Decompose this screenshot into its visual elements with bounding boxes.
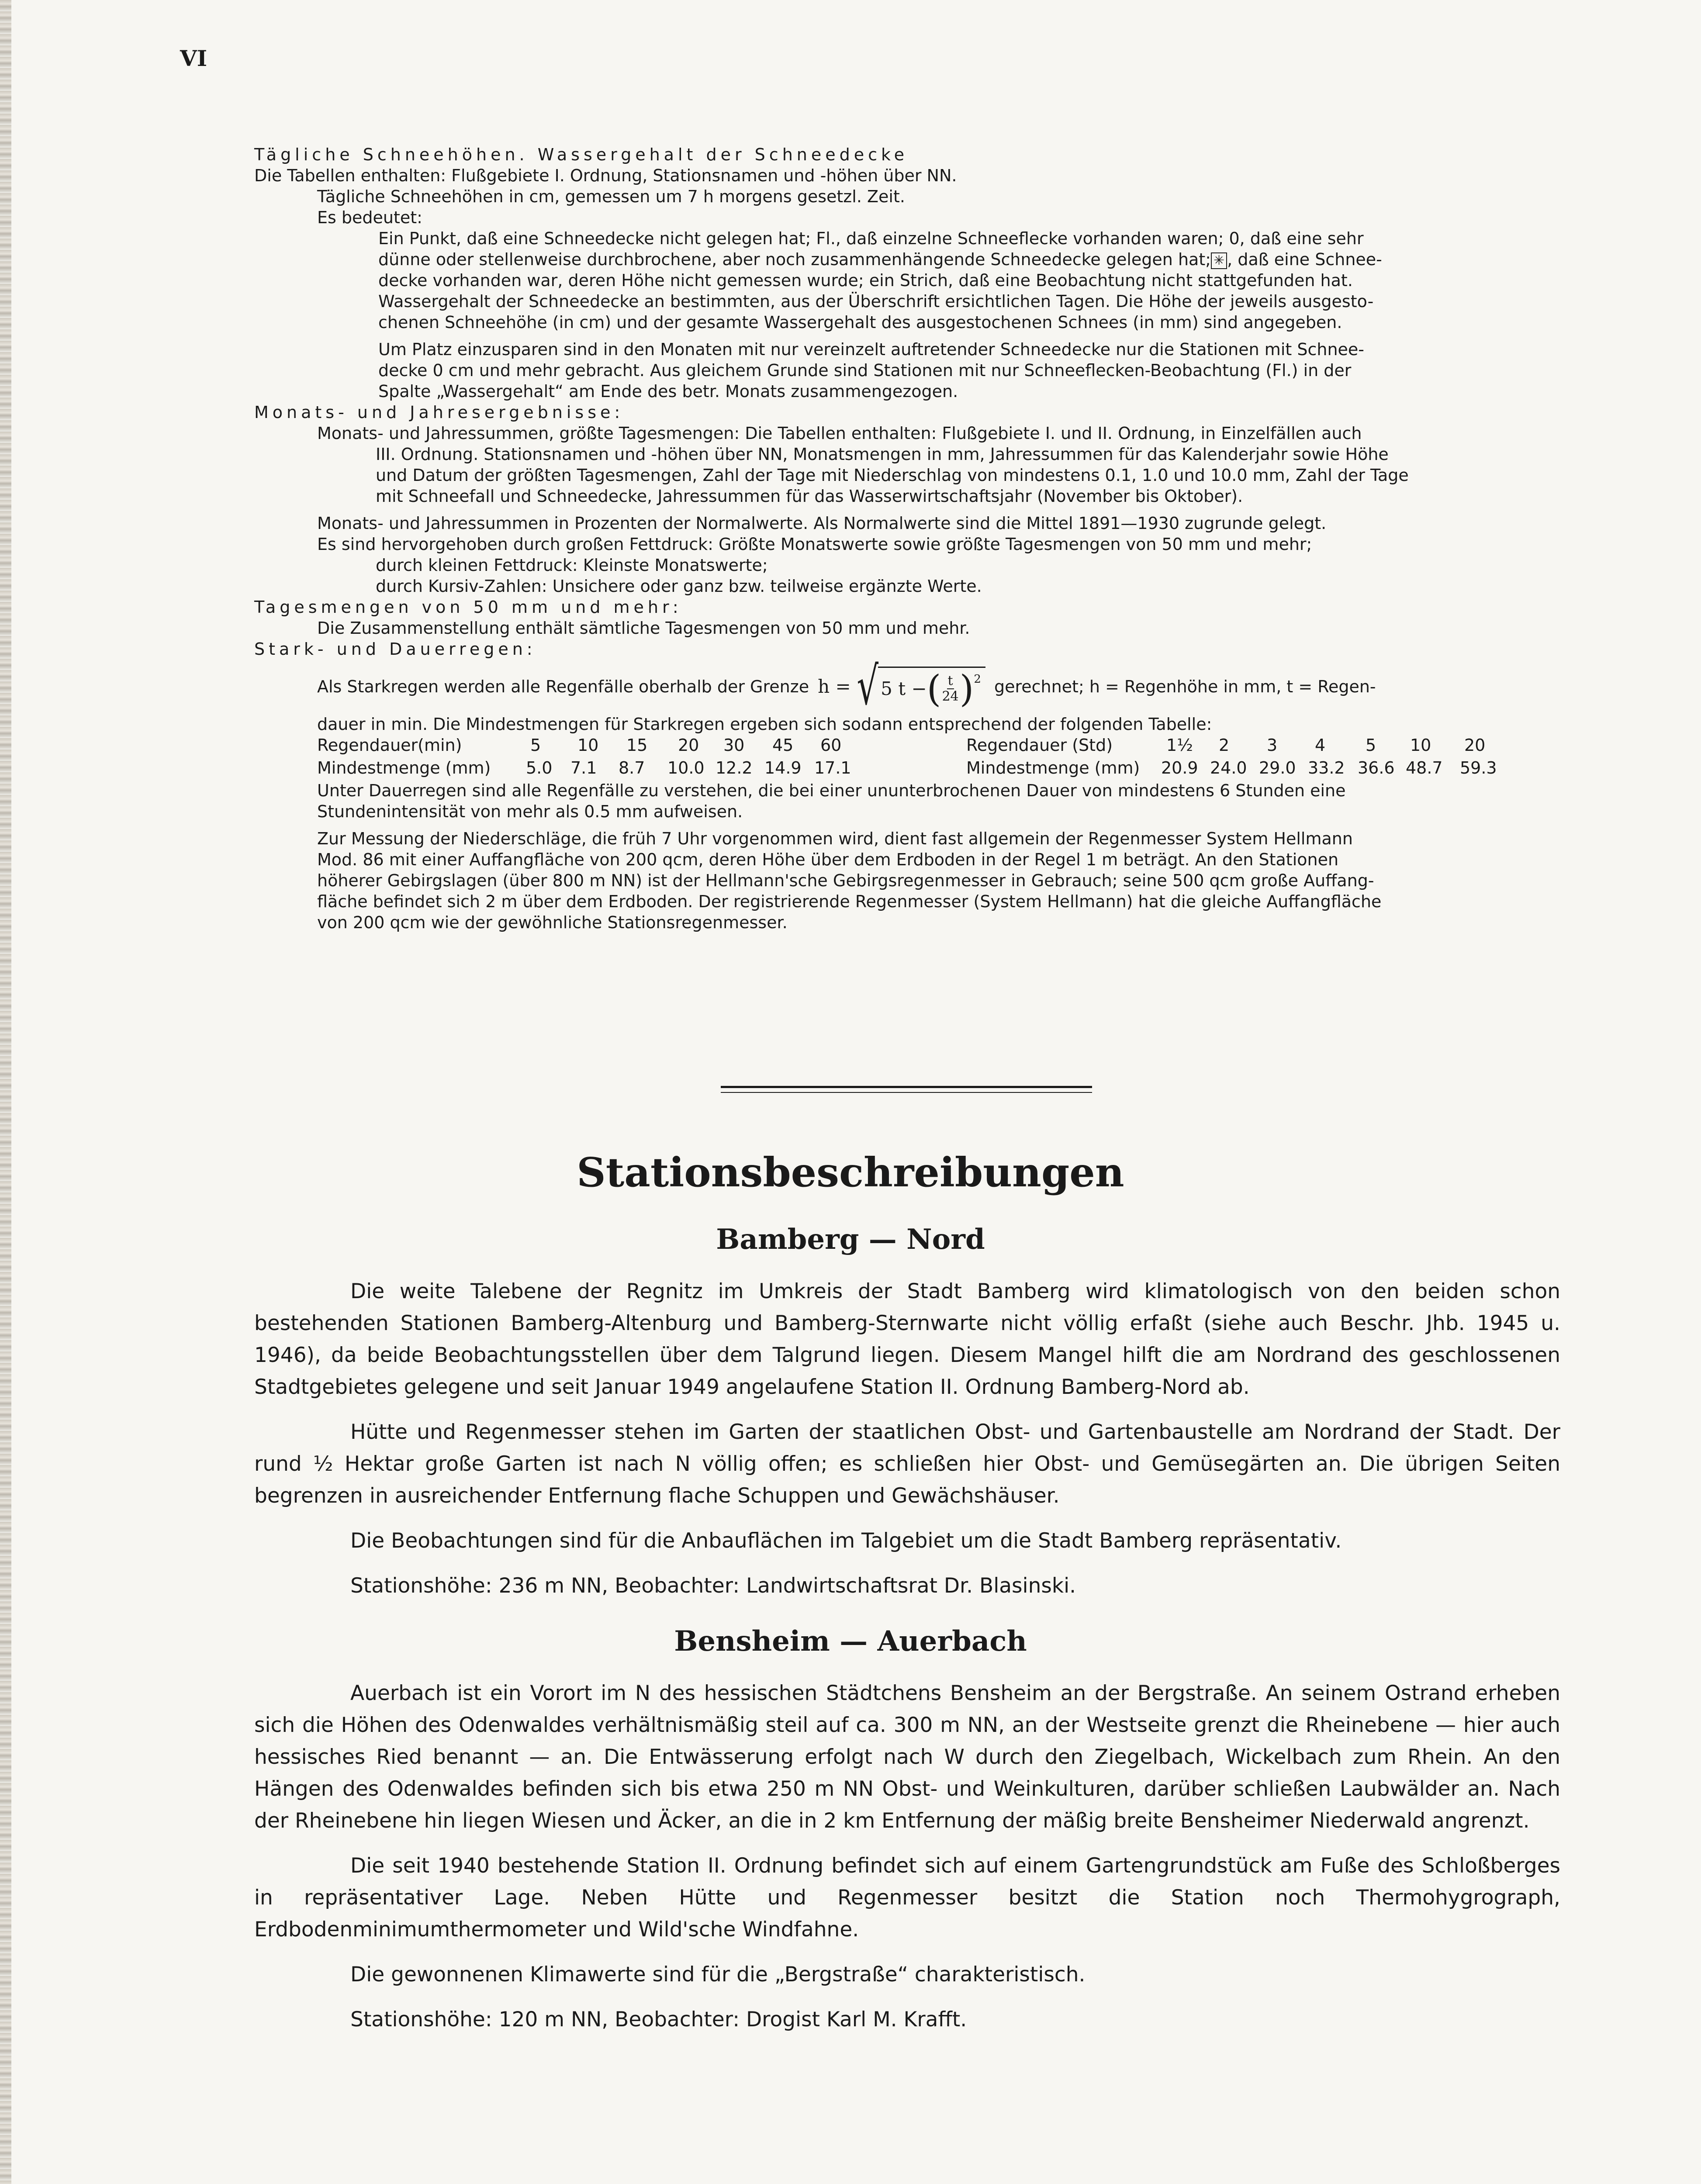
fraction-numerator: t — [947, 673, 953, 688]
table-cell: 29.0 — [1259, 758, 1296, 778]
messung-line: Zur Messung der Niederschläge, die früh 7 Uhr vorgenommen wird, dient fast allgemein der Regenmesser System Hellmann — [317, 829, 1353, 848]
table-row-label: Regendauer(min) — [317, 736, 462, 755]
formula-pre-text: Als Starkregen werden alle Regenfälle oberhalb der Grenze — [317, 677, 809, 696]
table-cell: 4 — [1315, 736, 1326, 755]
table-cell: 20 — [1464, 736, 1486, 755]
dauer-line: Unter Dauerregen sind alle Regenfälle zu verstehen, die bei einer ununterbrochenen Dauer von mindestens 6 Stunden eine — [317, 781, 1346, 800]
table-cell: 8.7 — [619, 758, 645, 778]
monats-intro-line: mit Schneefall und Schneedecke, Jahressummen für das Wasserwirtschaftsjahr (November bis Oktober). — [376, 487, 1243, 506]
bamberg-paragraph: Die Beobachtungen sind für die Anbauflächen im Talgebiet um die Stadt Bamberg repräsentativ. — [350, 1529, 1342, 1553]
bamberg-title: Bamberg — Nord — [716, 1223, 985, 1256]
stationsbeschreibungen-title: Stationsbeschreibungen — [577, 1149, 1124, 1196]
min-table-menge-row — [254, 757, 1560, 780]
table-cell: 17.1 — [814, 758, 851, 778]
schnee-meaning-text: dünne oder stellenweise durchbrochene, aber noch zusammenhängende Schneedecke gelegen hat; — [378, 250, 1211, 269]
open-paren: ( — [927, 667, 941, 710]
table-cell: 10 — [577, 736, 599, 755]
messung-line: fläche befindet sich 2 m über dem Erdboden. Der registrierende Regenmesser (System Hellmann) hat die gleiche Auffangfläche — [317, 892, 1382, 911]
schnee-bedeutet: Es bedeutet: — [317, 208, 422, 227]
table-cell: 5 — [530, 736, 541, 755]
schnee-meaning-line: Wassergehalt der Schneedecke an bestimmten, aus der Überschrift ersichtlichen Tagen. Die Höhe der jeweils ausgesto- — [378, 292, 1374, 311]
monats-intro-line: III. Ordnung. Stationsnamen und -höhen über NN, Monatsmengen in mm, Jahressummen für das Kalenderjahr sowie Höhe — [376, 445, 1389, 464]
table-cell: 20 — [678, 736, 699, 755]
bamberg-description — [254, 1275, 1560, 1602]
table-cell: 15 — [626, 736, 648, 755]
table-cell: 7.1 — [570, 758, 597, 778]
monats-hervor-line: Es sind hervorgehoben durch großen Fettdruck: Größte Monatswerte sowie größte Tagesmengen von 50 mm und mehr; — [317, 535, 1312, 554]
schnee-meaning-line: chenen Schneehöhe (in cm) und der gesamte Wassergehalt des ausgestochenen Schnees (in mm) sind angegeben. — [378, 313, 1342, 332]
bamberg-paragraph: Die weite Talebene der Regnitz im Umkreis der Stadt Bamberg wird klimatologisch von den beiden schon bestehenden Stationen Bamberg-Altenburg und Bamberg-Sternwarte nicht völlig erfaßt (siehe auch Beschr. Jhb. 1945 u. 1946), da beide Beobachtungsstellen über dem Talgrund liegen. Diesem Mangel hilft die am Nordrand des geschlossenen Stadtgebietes gelegene und seit Januar 1949 angelaufene Station II. Ordnung Bamberg-Nord ab. — [254, 1279, 1560, 1399]
table-cell: 20.9 — [1161, 758, 1198, 778]
tagesmengen-heading: Tagesmengen von 50 mm und mehr: — [254, 598, 682, 617]
min-table-dauer-row — [254, 735, 1560, 757]
table-row-label: Mindestmenge (mm) — [966, 758, 1140, 778]
monats-intro-line: und Datum der größten Tagesmengen, Zahl der Tage mit Niederschlag von mindestens 0.1, 1.0 und 10.0 mm, Zahl der Tage — [376, 466, 1409, 485]
table-cell: 2 — [1219, 736, 1230, 755]
dauer-line: Stundenintensität von mehr als 0.5 mm aufweisen. — [317, 802, 743, 821]
messung-line: von 200 qcm wie der gewöhnliche Stationsregenmesser. — [317, 913, 788, 932]
bensheim-paragraph: Die seit 1940 bestehende Station II. Ordnung befindet sich auf einem Gartengrundstück am Fuße des Schloßberges in repräsentativer Lage. Neben Hütte und Regenmesser besitzt die Station noch Thermohygrograph, Erdbodenminimumthermometer und Wild'sche Windfahne. — [254, 1854, 1560, 1942]
table-row-label: Mindestmenge (mm) — [317, 758, 491, 778]
page-number: VI — [180, 45, 207, 71]
table-cell: 3 — [1267, 736, 1278, 755]
schnee-meaning2-line: Um Platz einzusparen sind in den Monaten mit nur vereinzelt auftretender Schneedecke nur die Stationen mit Schnee- — [378, 340, 1365, 359]
bamberg-station-height: Stationshöhe: 236 m NN, Beobachter: Landwirtschaftsrat Dr. Blasinski. — [350, 1574, 1076, 1598]
starkregen-formula-row — [254, 656, 1560, 717]
monats-klein-line: durch kleinen Fettdruck: Kleinste Monatswerte; — [376, 556, 768, 575]
monats-normal-line: Monats- und Jahressummen in Prozenten der Normalwerte. Als Normalwerte sind die Mittel 1891—1930 zugrunde gelegt. — [317, 514, 1327, 533]
formula-radicand — [878, 667, 985, 710]
schnee-meaning-line: Ein Punkt, daß eine Schneedecke nicht gelegen hat; Fl., daß einzelne Schneeflecke vorhanden waren; 0, daß eine sehr — [378, 229, 1364, 248]
schnee-tables-line: Die Tabellen enthalten: Flußgebiete I. Ordnung, Stationsnamen und -höhen über NN. — [254, 166, 957, 185]
monats-intro-line: Monats- und Jahressummen, größte Tagesmengen: Die Tabellen enthalten: Flußgebiete I. und II. Ordnung, in Einzelfällen auch — [317, 424, 1362, 443]
formula-fraction — [942, 674, 958, 704]
fraction-denominator: 24 — [942, 688, 959, 704]
messung-line: höherer Gebirgslagen (über 800 m NN) ist der Hellmann'sche Gebirgsregenmesser in Gebrauch; seine 500 qcm große Auffang- — [317, 871, 1374, 890]
schnee-meaning2-line: Spalte „Wassergehalt“ am Ende des betr. Monats zusammengezogen. — [378, 382, 958, 401]
stark-heading: Stark- und Dauerregen: — [254, 639, 536, 659]
formula-radicand-text: 5 t − — [881, 677, 927, 699]
messung-line: Mod. 86 mit einer Auffangfläche von 200 qcm, deren Höhe über dem Erdboden in der Regel 1 m beträgt. An den Stationen — [317, 850, 1339, 869]
square-root-sign: √ — [857, 656, 878, 717]
monats-heading: Monats- und Jahresergebnisse: — [254, 403, 624, 422]
monats-kursiv-line: durch Kursiv-Zahlen: Unsichere oder ganz bzw. teilweise ergänzte Werte. — [376, 577, 982, 596]
schnee-daily-line: Tägliche Schneehöhen in cm, gemessen um 7 h morgens gesetzl. Zeit. — [317, 187, 905, 206]
formula-post-text: gerechnet; h = Regenhöhe in mm, t = Regen- — [994, 677, 1376, 696]
table-cell: 45 — [772, 736, 794, 755]
table-cell: 59.3 — [1460, 758, 1497, 778]
table-cell: 60 — [820, 736, 842, 755]
schnee-meaning-tail: , daß eine Schnee- — [1227, 250, 1382, 269]
schnee-meaning-line — [254, 249, 1560, 270]
section-divider — [721, 1086, 1092, 1093]
stark-line2: dauer in min. Die Mindestmengen für Starkregen ergeben sich sodann entsprechend der folgenden Tabelle: — [317, 715, 1212, 734]
schnee-meaning-line: decke vorhanden war, deren Höhe nicht gemessen wurde; ein Strich, daß eine Beobachtung nicht stattgefunden hat. — [378, 271, 1353, 290]
snow-symbol-icon: ✳ — [1211, 252, 1227, 269]
formula-lhs: h = — [818, 676, 851, 697]
bamberg-paragraph: Hütte und Regenmesser stehen im Garten der staatlichen Obst- und Gartenbaustelle am Nordrand der Stadt. Der rund ½ Hektar große Garten ist nach N völlig offen; es schließen hier Obst- und Gemüsegärten an. Die übrigen Seiten begrenzen in ausreichender Entfernung flache Schuppen und Gewächshäuser. — [254, 1420, 1560, 1508]
table-cell: 5 — [1366, 736, 1376, 755]
scan-edge — [0, 0, 11, 2184]
table-cell: 1½ — [1166, 736, 1193, 755]
bensheim-station-height: Stationshöhe: 120 m NN, Beobachter: Drogist Karl M. Krafft. — [350, 2008, 967, 2032]
bensheim-paragraph: Auerbach ist ein Vorort im N des hessischen Städtchens Bensheim an der Bergstraße. An seinem Ostrand erheben sich die Höhen des Odenwaldes verhältnismäßig steil auf ca. 300 m NN, an der Westseite grenzt die Rheinebene — hier auch hessisches Ried benannt — an. Die Entwässerung erfolgt nach W durch den Ziegelbach, Wickelbach zum Rhein. An den Hängen des Odenwaldes befinden sich bis etwa 250 m NN Obst- und Weinkulturen, darüber schließen Laubwälder an. Nach der Rheinebene hin liegen Wiesen und Äcker, an die in 2 km Entfernung der mäßig breite Bensheimer Niederwald angrenzt. — [254, 1681, 1560, 1833]
bensheim-description — [254, 1677, 1560, 2035]
table-cell: 30 — [723, 736, 745, 755]
tagesmengen-line: Die Zusammenstellung enthält sämtliche Tagesmengen von 50 mm und mehr. — [317, 619, 970, 638]
bensheim-paragraph: Die gewonnenen Klimawerte sind für die „Bergstraße“ charakteristisch. — [350, 1963, 1086, 1987]
bensheim-title: Bensheim — Auerbach — [674, 1625, 1027, 1658]
table-cell: 5.0 — [526, 758, 553, 778]
schnee-meaning2-line: decke 0 cm und mehr gebracht. Aus gleichem Grunde sind Stationen mit nur Schneeflecken-Beobachtung (Fl.) in der — [378, 361, 1352, 380]
methodology-section — [254, 144, 1560, 933]
table-cell: 10.0 — [667, 758, 705, 778]
formula-exponent: 2 — [974, 672, 981, 686]
close-paren: ) — [959, 667, 974, 710]
schnee-heading: Tägliche Schneehöhen. Wassergehalt der Schneedecke — [254, 145, 909, 164]
table-cell: 36.6 — [1358, 758, 1395, 778]
table-cell: 33.2 — [1308, 758, 1345, 778]
starkregen-formula — [818, 656, 985, 717]
table-cell: 48.7 — [1406, 758, 1443, 778]
table-cell: 24.0 — [1210, 758, 1247, 778]
table-cell: 12.2 — [716, 758, 753, 778]
table-cell: 10 — [1410, 736, 1431, 755]
table-cell: 14.9 — [764, 758, 802, 778]
table-row-label: Regendauer (Std) — [966, 736, 1113, 755]
